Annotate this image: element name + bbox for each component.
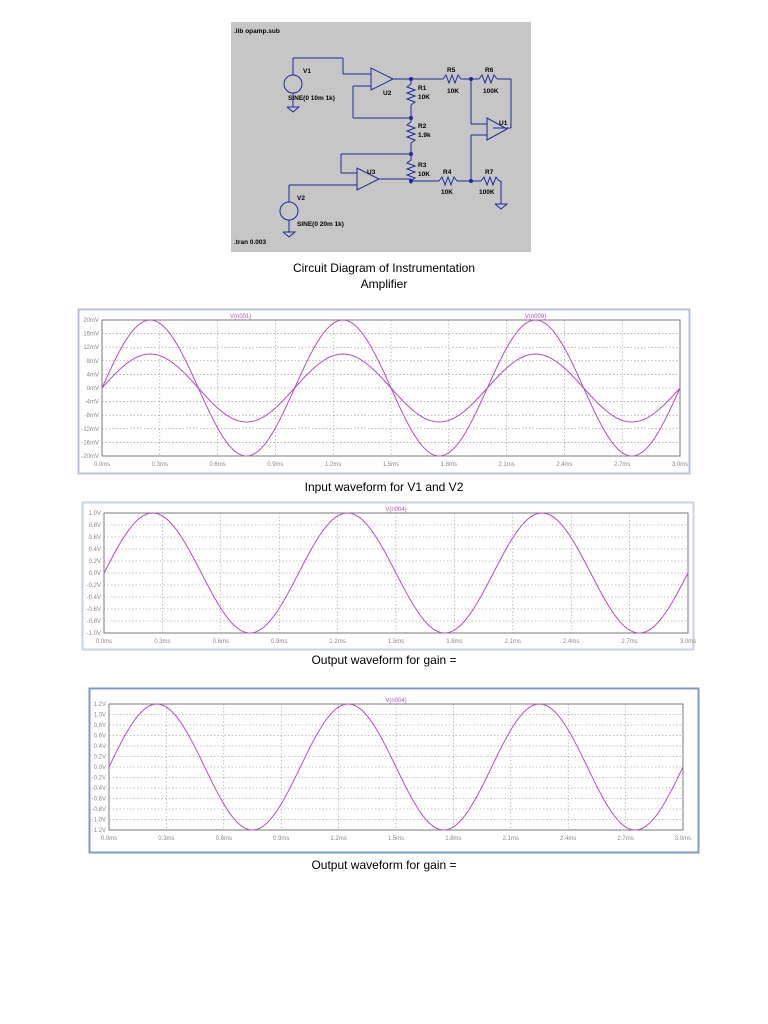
- x-tick-label: 1.2ms: [329, 639, 346, 645]
- x-tick-label: 0.3ms: [154, 639, 171, 645]
- y-tick-label: -0.2V: [86, 583, 101, 589]
- plot-frame: [83, 503, 697, 650]
- y-tick-label: 20mV: [83, 318, 99, 324]
- y-tick-label: -0.4V: [91, 786, 106, 792]
- y-tick-label: 0.4V: [93, 744, 106, 750]
- y-tick-label: -1.0V: [91, 817, 106, 824]
- x-tick-label: 0.9ms: [267, 462, 284, 468]
- y-tick-label: 0.8V: [93, 723, 106, 729]
- tran-directive: .tran 0.003: [234, 239, 267, 246]
- r1-value: 10K: [418, 94, 430, 101]
- r2-value: 1.9k: [418, 132, 431, 139]
- output-waveform-plot-2: [89, 688, 699, 853]
- y-tick-label: 0.8V: [88, 523, 101, 529]
- circuit-caption-line1: Circuit Diagram of Instrumentation: [292, 261, 476, 275]
- lib-directive: .lib opamp.sub: [234, 28, 280, 35]
- x-tick-label: 0.6ms: [212, 639, 229, 645]
- r6-label: R6: [485, 67, 494, 74]
- plot-frame: [90, 689, 699, 853]
- r6-value: 100K: [483, 88, 499, 95]
- y-tick-label: 1.0V: [88, 511, 101, 517]
- legend-label: V(n001): [230, 314, 252, 320]
- u3-label: U3: [367, 169, 376, 176]
- y-tick-label: -0.6V: [86, 607, 101, 613]
- x-tick-label: 0.0ms: [95, 639, 113, 645]
- v1-source-symbol: [284, 75, 302, 93]
- circuit-caption-line2: Amplifier: [360, 277, 408, 291]
- input-waveform-plot: [78, 309, 690, 474]
- v2-label: V2: [297, 195, 305, 202]
- x-tick-label: 0.6ms: [215, 836, 232, 842]
- x-tick-label: 3.0ms: [679, 639, 697, 645]
- x-tick-label: 0.9ms: [273, 836, 290, 842]
- legend-label: V(n004): [385, 698, 407, 704]
- x-tick-label: 0.0ms: [93, 462, 111, 468]
- x-tick-label: 2.1ms: [504, 639, 521, 645]
- y-tick-label: 0.2V: [93, 754, 106, 761]
- v2-source-symbol: [280, 202, 298, 220]
- r3-value: 10K: [418, 171, 430, 178]
- x-tick-label: 3.0ms: [674, 836, 692, 842]
- y-tick-label: 0.4V: [88, 547, 101, 553]
- legend-label: V(n004): [385, 507, 407, 513]
- r7-value: 100K: [479, 189, 495, 196]
- r1-label: R1: [418, 85, 427, 92]
- y-tick-label: -0.8V: [86, 619, 101, 625]
- y-tick-label: 0.0V: [93, 765, 106, 771]
- y-tick-label: -0.8V: [91, 807, 106, 813]
- output-waveform-svg-2: [89, 688, 699, 853]
- output-caption-1: Output waveform for gain =: [311, 653, 457, 667]
- x-tick-label: 1.2ms: [325, 462, 342, 468]
- x-tick-label: 1.5ms: [387, 639, 405, 645]
- y-tick-label: 8mV: [86, 358, 99, 365]
- x-tick-label: 2.4ms: [563, 639, 580, 645]
- r7-label: R7: [485, 169, 494, 176]
- r4-label: R4: [443, 169, 452, 176]
- x-tick-label: 2.1ms: [498, 462, 515, 468]
- x-tick-label: 1.5ms: [382, 462, 400, 468]
- y-tick-label: 12mV: [83, 345, 99, 352]
- x-tick-label: 1.8ms: [446, 639, 463, 645]
- u1-label: U1: [499, 120, 508, 127]
- r2-label: R2: [418, 123, 427, 130]
- v1-label: V1: [303, 68, 311, 75]
- y-tick-label: -16mV: [81, 440, 99, 447]
- y-tick-label: 0.6V: [93, 733, 106, 740]
- x-tick-label: 1.8ms: [445, 836, 462, 842]
- x-tick-label: 0.0ms: [100, 836, 118, 842]
- u2-label: U2: [383, 90, 392, 97]
- y-tick-label: 0mV: [86, 386, 99, 392]
- y-tick-label: -0.4V: [86, 595, 101, 601]
- y-tick-label: 4mV: [86, 372, 99, 379]
- y-tick-label: -20mV: [81, 454, 99, 460]
- y-tick-label: -0.2V: [91, 775, 106, 782]
- y-tick-label: 16mV: [83, 331, 99, 338]
- y-tick-label: 0.0V: [88, 571, 101, 577]
- y-tick-label: -1.2V: [91, 828, 106, 834]
- x-tick-label: 2.7ms: [621, 639, 638, 645]
- y-tick-label: -0.6V: [91, 796, 106, 803]
- y-tick-label: 1.2V: [93, 702, 106, 708]
- legend-label: V(n009): [524, 314, 547, 320]
- x-tick-label: 0.3ms: [158, 836, 175, 842]
- y-tick-label: 1.0V: [93, 712, 106, 719]
- input-waveform-svg: [78, 309, 690, 474]
- r4-value: 10K: [441, 189, 453, 196]
- y-tick-label: -4mV: [84, 399, 99, 406]
- x-tick-label: 1.8ms: [440, 462, 457, 468]
- x-tick-label: 0.3ms: [151, 462, 168, 468]
- input-caption: Input waveform for V1 and V2: [304, 480, 464, 494]
- output-waveform-plot-1: [82, 502, 697, 650]
- v1-source-spec: SINE(0 10m 1k): [288, 95, 335, 102]
- output-caption-2: Output waveform for gain =: [311, 858, 457, 872]
- r5-label: R5: [447, 67, 456, 74]
- y-tick-label: -8mV: [84, 413, 99, 420]
- y-tick-label: -1.0V: [86, 631, 101, 637]
- x-tick-label: 2.4ms: [556, 462, 573, 468]
- y-tick-label: 0.6V: [88, 535, 101, 541]
- x-tick-label: 0.6ms: [209, 462, 226, 468]
- u2-opamp-symbol: [371, 68, 393, 90]
- x-tick-label: 1.2ms: [330, 836, 347, 842]
- x-tick-label: 1.5ms: [387, 836, 405, 842]
- x-tick-label: 2.7ms: [617, 836, 634, 842]
- x-tick-label: 2.1ms: [502, 836, 519, 842]
- r5-value: 10K: [447, 88, 459, 95]
- output-waveform-svg-1: [82, 502, 697, 650]
- x-tick-label: 3.0ms: [671, 462, 689, 468]
- x-tick-label: 2.7ms: [614, 462, 631, 468]
- y-tick-label: 0.2V: [88, 559, 101, 565]
- schematic-svg: [231, 22, 531, 252]
- y-tick-label: -12mV: [81, 426, 99, 433]
- circuit-schematic: [231, 22, 531, 252]
- x-tick-label: 0.9ms: [271, 639, 288, 645]
- x-tick-label: 2.4ms: [560, 836, 577, 842]
- v2-source-spec: SINE(0 20m 1k): [297, 221, 344, 228]
- r3-label: R3: [418, 162, 427, 169]
